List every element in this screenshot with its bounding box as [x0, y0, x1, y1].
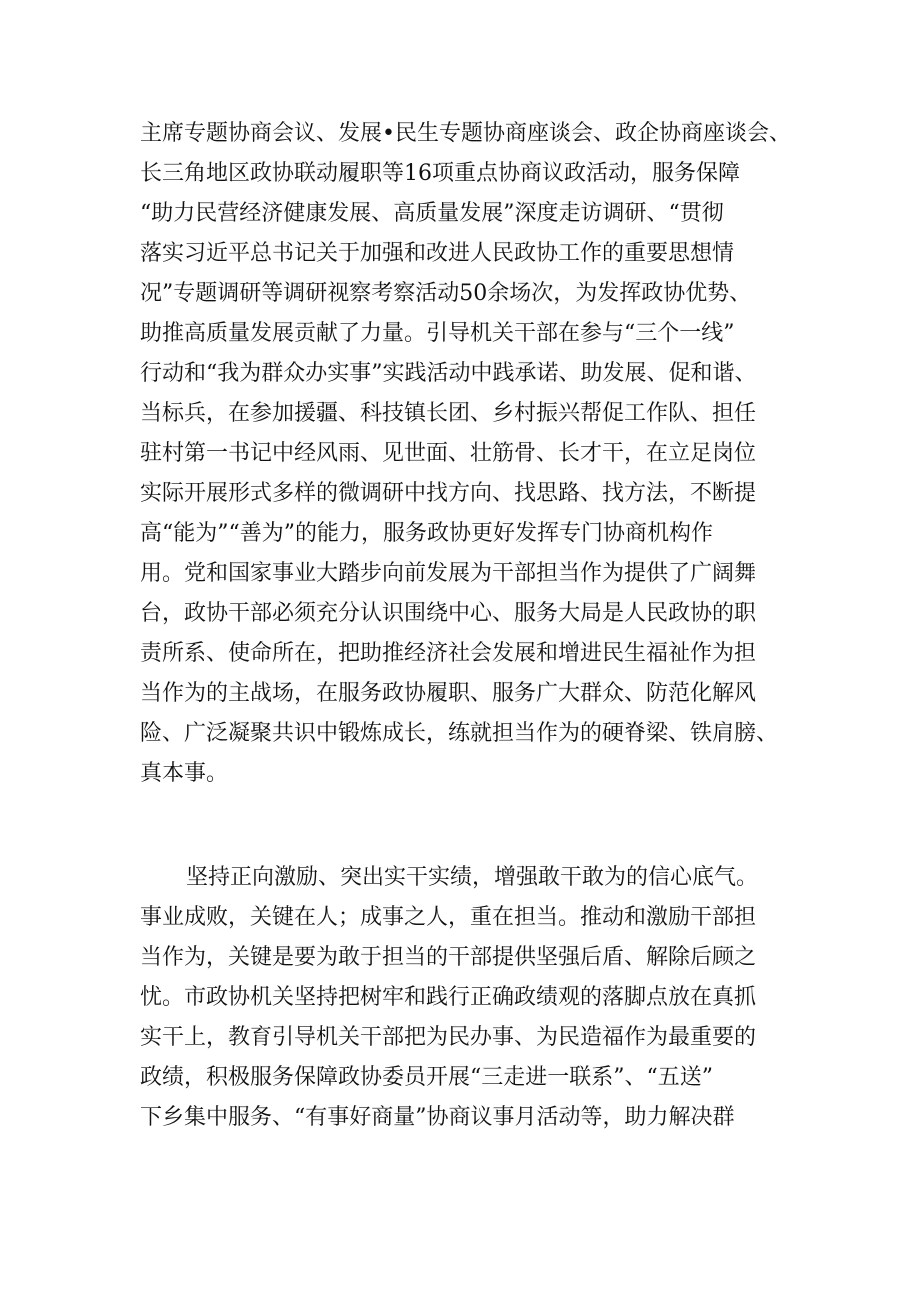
text-line: 当作为，关键是要为敢于担当的干部提供坚强后盾、解除后顾之: [140, 945, 757, 970]
text-line: 下乡集中服务、“有事好商量”协商议事月活动等，助力解决群: [140, 1105, 735, 1130]
text-line: 高“能为”“善为”的能力，服务政协更好发挥专门协商机构作: [140, 521, 713, 546]
text-line: 落实习近平总书记关于加强和改进人民政协工作的重要思想情: [140, 241, 735, 266]
text-line: 忧。市政协机关坚持把树牢和践行正确政绩观的落脚点放在真抓: [140, 985, 757, 1010]
text-line: 主席专题协商会议、发展•民生专题协商座谈会、政企协商座谈会、: [140, 121, 791, 146]
text-line: 况”专题调研等调研视察考察活动50余场次，为发挥政协优势、: [140, 281, 752, 306]
text-line: 责所系、使命所在，把助推经济社会发展和增进民生福祉作为担: [140, 641, 757, 666]
text-line: 用。党和国家事业大踏步向前发展为干部担当作为提供了广阔舞: [140, 561, 757, 586]
text-line-indented: 坚持正向激励、突出实干实绩，增强敢干敢为的信心底气。: [186, 865, 759, 890]
text-line: “助力民营经济健康发展、高质量发展”深度走访调研、“贯彻: [140, 201, 724, 226]
text-line: 长三角地区政协联动履职等16项重点协商议政活动，服务保障: [140, 161, 740, 186]
text-line: 当作为的主战场，在服务政协履职、服务广大群众、防范化解风: [140, 681, 757, 706]
text-line: 实际开展形式多样的微调研中找方向、找思路、找方法，不断提: [140, 481, 757, 506]
text-line: 助推高质量发展贡献了力量。引导机关干部在参与“三个一线”: [140, 321, 735, 346]
paragraph-1: [140, 114, 800, 794]
text-line: 政绩，积极服务保障政协委员开展“三走进一联系”、“五送”: [140, 1065, 713, 1090]
text-line: 当标兵，在参加援疆、科技镇长团、乡村振兴帮促工作队、担任: [140, 401, 757, 426]
text-line: 险、广泛凝聚共识中锻炼成长，练就担当作为的硬脊梁、铁肩膀、: [140, 721, 779, 746]
text-line: 实干上，教育引导机关干部把为民办事、为民造福作为最重要的: [140, 1025, 757, 1050]
paragraph-2: [140, 858, 800, 1138]
text-line: 驻村第一书记中经风雨、见世面、壮筋骨、长才干，在立足岗位: [140, 441, 757, 466]
text-line: 台，政协干部必须充分认识围绕中心、服务大局是人民政协的职: [140, 601, 757, 626]
text-line: 事业成败，关键在人；成事之人，重在担当。推动和激励干部担: [140, 905, 757, 930]
text-line: 真本事。: [140, 761, 229, 786]
text-line: 行动和“我为群众办实事”实践活动中践承诺、助发展、促和谐、: [140, 361, 757, 386]
